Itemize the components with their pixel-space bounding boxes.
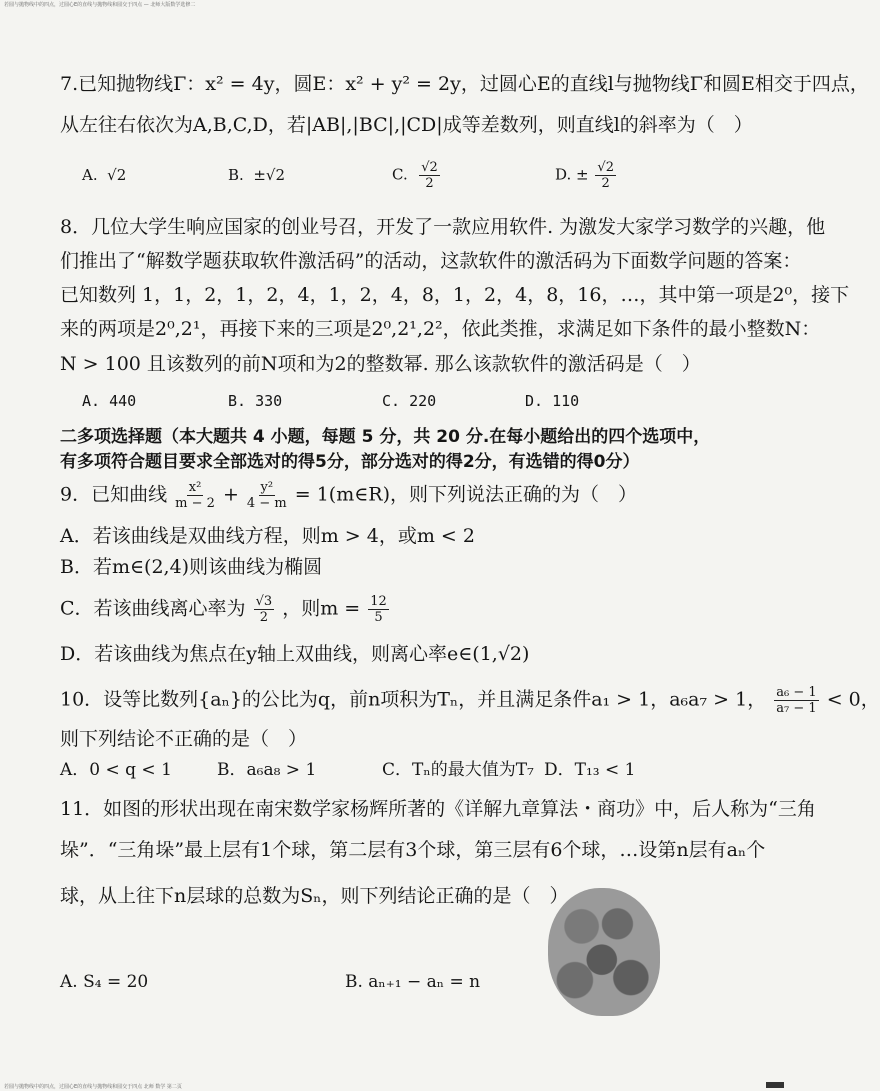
- q8-line4: 来的两项是2⁰,2¹，再接下来的三项是2⁰,2¹,2²，依此类推，求满足如下条件的最小整数N：: [60, 318, 821, 340]
- q10-option-a: A．0 < q < 1: [60, 760, 172, 780]
- q8-option-b: B. 330: [228, 392, 283, 410]
- triangular-stack-figure: [548, 888, 660, 1016]
- page-footer: 若圆与抛物线中的四点，过圆心E的直线与抛物线和圆交于四点 北师 数学 第二页: [4, 1084, 182, 1090]
- q8-line2: 们推出了“解数学题获取软件激活码”的活动，这款软件的激活码为下面数学问题的答案：: [60, 250, 802, 272]
- q11-line2: 垛”．“三角垛”最上层有1个球，第二层有3个球，第三层有6个球，…设第n层有aₙ个: [60, 839, 766, 861]
- q10-fraction: $\frac{\text{a₆ − 1}}{\text{a₇ − 1}}$: [776, 685, 817, 716]
- q10-option-c: C．Tₙ的最大值为T₇: [382, 760, 534, 780]
- q7-line1: 7.已知抛物线Γ：x² = 4y，圆E：x² + y² = 2y，过圆心E的直线l与抛物线Γ和圆E相交于四点，: [60, 73, 869, 95]
- q9-option-d: D．若该曲线为焦点在y轴上双曲线，则离心率e∈(1,√2): [60, 643, 530, 665]
- q7-option-d-fraction: $\frac{√2}{2}$: [597, 160, 614, 191]
- q7-option-a: A. √2: [82, 166, 127, 184]
- q7-line2: 从左往右依次为A,B,C,D，若|AB|,|BC|,|CD|成等差数列，则直线l的斜率为（ ）: [60, 114, 753, 136]
- q7-option-b: B. ±√2: [228, 166, 286, 184]
- section2-line2: 有多项符合题目要求全部选对的得5分，部分选对的得2分，有选错的得0分）: [60, 452, 640, 472]
- q8-option-a: A. 440: [82, 392, 137, 410]
- q10-line2: 则下列结论不正确的是（ ）: [60, 728, 308, 750]
- q9-stem: 9．已知曲线 $\frac{\text{x²}}{m - 2}$ + $\frac{\text{y²}}{4 - m}$ = 1(m∈R)，则下列说法正确的为（ ）: [60, 480, 637, 511]
- q7-option-d: D. ± $\frac{√2}{2}$: [555, 160, 614, 191]
- q10-stem: 10．设等比数列{aₙ}的公比为q，前n项积为Tₙ，并且满足条件a₁ > 1，a₆a₇ > 1， $\frac{\text{a₆ − 1}}{\text{a₇ − 1}}$ < 0，: [60, 685, 880, 716]
- q9-option-c-fraction2: $\frac{12}{5}$: [370, 594, 387, 625]
- q9-fraction-x: $\frac{\text{x²}}{m - 2}$: [175, 480, 215, 511]
- q8-line1: 8．几位大学生响应国家的创业号召，开发了一款应用软件. 为激发大家学习数学的兴趣，他: [60, 216, 826, 238]
- q9-option-b: B．若m∈(2,4)则该曲线为椭圆: [60, 556, 323, 578]
- q8-line5: N > 100 且该数列的前N项和为2的整数幂. 那么该款软件的激活码是（ ）: [60, 353, 701, 375]
- q7-option-c-fraction: $\frac{√2}{2}$: [421, 160, 438, 191]
- q11-line1: 11．如图的形状出现在南宋数学家杨辉所著的《详解九章算法・商功》中，后人称为“三角: [60, 798, 816, 820]
- q11-option-a: A. S₄ = 20: [60, 972, 149, 992]
- q10-option-b: B．a₆a₈ > 1: [217, 760, 317, 780]
- q9-option-c: C．若该曲线离心率为 $\frac{√3}{2}$ ，则m = $\frac{12}{5}$: [60, 594, 387, 625]
- q11-line3: 球，从上往下n层球的总数为Sₙ，则下列结论正确的是（ ）: [60, 885, 569, 907]
- q8-option-c: C. 220: [382, 392, 437, 410]
- page-header: 若圆与抛物线中的四点，过圆心E的直线与抛物线和圆交于四点 — 北师大版数学选修二: [4, 2, 196, 8]
- corner-mark: [766, 1082, 784, 1088]
- q10-option-d: D．T₁₃ < 1: [544, 760, 636, 780]
- q8-option-d: D. 110: [525, 392, 580, 410]
- q8-line3: 已知数列 1，1，2，1，2，4，1，2，4，8，1，2，4，8，16，…，其中第一项是2⁰，接下: [60, 284, 850, 306]
- q9-option-a: A．若该曲线是双曲线方程，则m > 4，或m < 2: [60, 525, 475, 547]
- q9-option-c-fraction: $\frac{√3}{2}$: [255, 594, 273, 625]
- section2-line1: 二多项选择题（本大题共 4 小题，每题 5 分，共 20 分.在每小题给出的四个选项中，: [60, 427, 711, 447]
- q11-option-b: B. aₙ₊₁ − aₙ = n: [345, 972, 481, 992]
- q9-fraction-y: $\frac{\text{y²}}{4 - m}$: [246, 480, 287, 511]
- q7-option-c: C. $\frac{√2}{2}$: [392, 160, 438, 191]
